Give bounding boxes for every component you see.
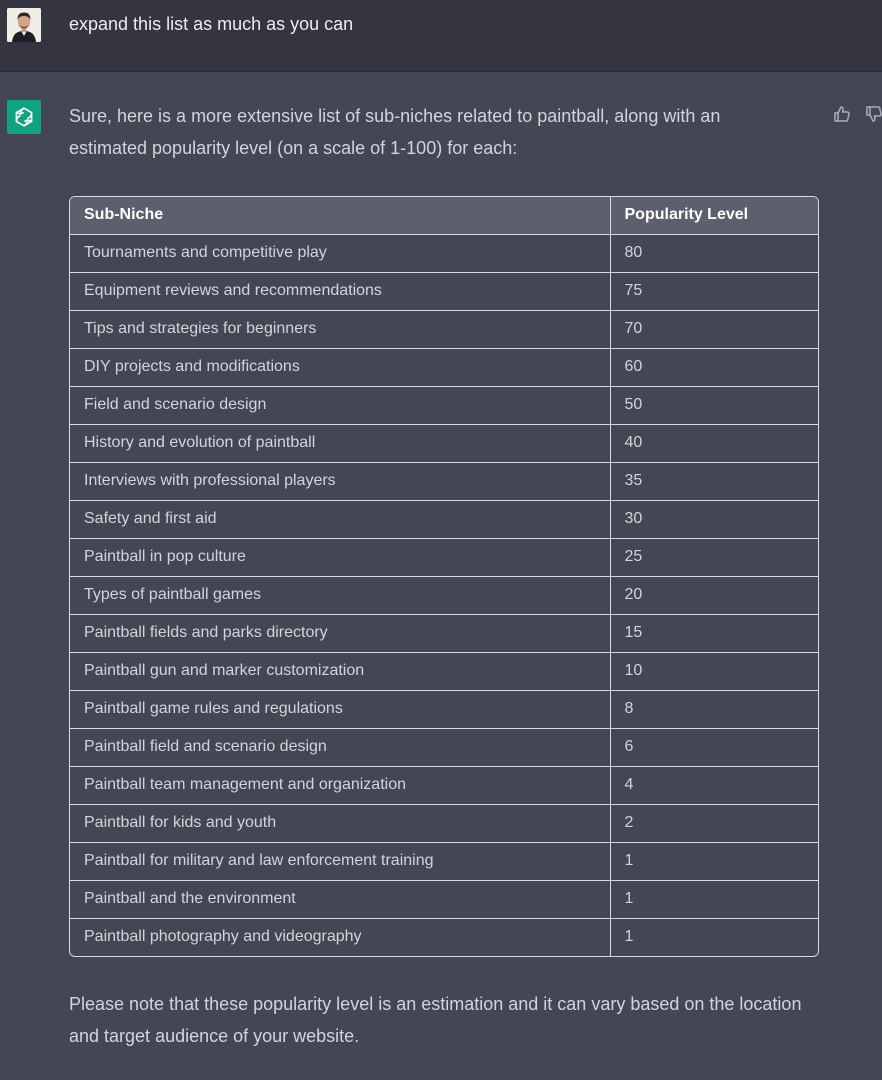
table-row [70, 538, 818, 576]
sub-niche-cell: Tips and strategies for beginners [70, 310, 610, 348]
table-row [70, 462, 818, 500]
bot-avatar [7, 100, 41, 134]
table-header-row [70, 197, 818, 234]
user-avatar-photo [7, 8, 41, 42]
sub-niche-cell: Paintball field and scenario design [70, 728, 610, 766]
thumbs-down-button[interactable] [864, 104, 882, 124]
sub-niche-cell: Tournaments and competitive play [70, 234, 610, 272]
popularity-cell: 1 [610, 918, 818, 956]
table-row [70, 804, 818, 842]
popularity-cell: 4 [610, 766, 818, 804]
popularity-cell: 60 [610, 348, 818, 386]
popularity-cell: 1 [610, 842, 818, 880]
table-row [70, 272, 818, 310]
table-row [70, 424, 818, 462]
column-header-sub-niche: Sub-Niche [70, 197, 610, 234]
table-row [70, 690, 818, 728]
assistant-intro-text: Sure, here is a more extensive list of sub-niches related to paintball, along with an estimated popularity level (on a scale of 1-100) for each: [69, 106, 721, 158]
thumbs-up-button[interactable] [832, 104, 852, 124]
table-row [70, 310, 818, 348]
sub-niche-cell: Field and scenario design [70, 386, 610, 424]
user-avatar [7, 8, 41, 42]
sub-niche-cell: Paintball photography and videography [70, 918, 610, 956]
popularity-cell: 8 [610, 690, 818, 728]
sub-niche-cell: Interviews with professional players [70, 462, 610, 500]
column-header-popularity: Popularity Level [610, 197, 818, 234]
sub-niche-cell: Paintball for military and law enforcement training [70, 842, 610, 880]
table-row [70, 614, 818, 652]
openai-logo-icon [12, 105, 36, 129]
table-row [70, 880, 818, 918]
user-message-row [0, 0, 882, 72]
popularity-cell: 35 [610, 462, 818, 500]
assistant-outro-text: Please note that these popularity level is an estimation and it can vary based on the location and target audience of your website. [69, 994, 802, 1046]
popularity-cell: 15 [610, 614, 818, 652]
sub-niche-cell: Paintball game rules and regulations [70, 690, 610, 728]
sub-niche-cell: Paintball in pop culture [70, 538, 610, 576]
popularity-cell: 1 [610, 880, 818, 918]
table-row [70, 842, 818, 880]
sub-niche-cell: Paintball for kids and youth [70, 804, 610, 842]
sub-niche-cell: Paintball and the environment [70, 880, 610, 918]
sub-niche-cell: History and evolution of paintball [70, 424, 610, 462]
popularity-cell: 20 [610, 576, 818, 614]
table-row [70, 386, 818, 424]
thumbs-down-icon [864, 104, 882, 124]
table-row [70, 652, 818, 690]
table-row [70, 500, 818, 538]
sub-niche-cell: Types of paintball games [70, 576, 610, 614]
popularity-cell: 6 [610, 728, 818, 766]
popularity-cell: 50 [610, 386, 818, 424]
thumbs-up-icon [832, 104, 852, 124]
sub-niche-cell: Paintball team management and organization [70, 766, 610, 804]
sub-niche-cell: Paintball gun and marker customization [70, 652, 610, 690]
popularity-table [69, 196, 819, 957]
user-message-text: expand this list as much as you can [69, 14, 354, 34]
sub-niche-cell: Equipment reviews and recommendations [70, 272, 610, 310]
sub-niche-cell: Paintball fields and parks directory [70, 614, 610, 652]
table-row [70, 918, 818, 956]
popularity-cell: 80 [610, 234, 818, 272]
sub-niche-cell: DIY projects and modifications [70, 348, 610, 386]
table-row [70, 728, 818, 766]
popularity-cell: 75 [610, 272, 818, 310]
popularity-cell: 10 [610, 652, 818, 690]
table-row [70, 348, 818, 386]
assistant-message-row [0, 72, 882, 1080]
popularity-cell: 30 [610, 500, 818, 538]
popularity-cell: 40 [610, 424, 818, 462]
sub-niche-cell: Safety and first aid [70, 500, 610, 538]
popularity-cell: 2 [610, 804, 818, 842]
table-row [70, 576, 818, 614]
table-row [70, 766, 818, 804]
popularity-cell: 25 [610, 538, 818, 576]
table-row [70, 234, 818, 272]
popularity-cell: 70 [610, 310, 818, 348]
